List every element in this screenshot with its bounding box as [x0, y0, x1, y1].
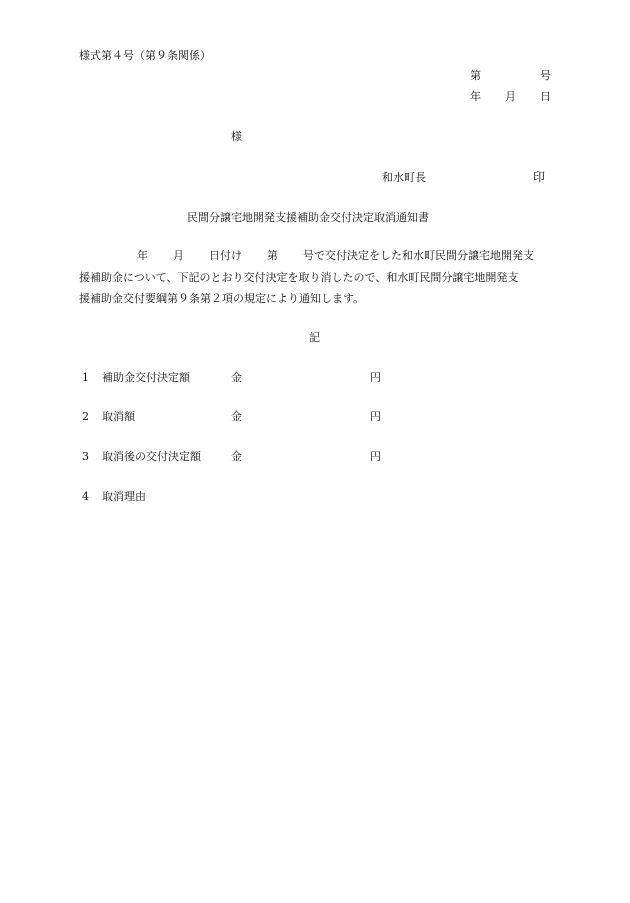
form-label: 様式第４号（第９条関係）: [79, 49, 211, 62]
item-number: 3: [82, 450, 89, 463]
body-line1-rest: 号で交付決定をした和水町民間分譲宅地開発支: [303, 249, 534, 262]
number-suffix: 号: [540, 69, 551, 82]
item-number: 4: [82, 490, 89, 503]
number-prefix: 第: [470, 69, 481, 82]
item-yen: 円: [370, 450, 381, 463]
item-kin: 金: [231, 450, 242, 463]
ki-heading: 記: [309, 331, 320, 344]
addressee-honorific: 様: [231, 130, 242, 143]
item-kin: 金: [231, 371, 242, 384]
date-month: 月: [505, 90, 516, 103]
item-number: 1: [82, 371, 89, 384]
seal-mark: 印: [533, 170, 546, 184]
item-label: 取消後の交付決定額: [102, 450, 201, 463]
item-number: 2: [82, 410, 89, 423]
document-title: 民間分譲宅地開発支援補助金交付決定取消通知書: [187, 211, 429, 224]
date-day: 日: [540, 90, 551, 103]
body-no: 第: [267, 249, 278, 262]
body-month: 月: [173, 249, 184, 262]
sender-name: 和水町長: [382, 171, 426, 184]
item-kin: 金: [231, 410, 242, 423]
item-label: 補助金交付決定額: [102, 371, 190, 384]
body-line3: 援補助金交付要綱第９条第２項の規定により通知します。: [79, 292, 365, 305]
body-day-dated: 日付け: [209, 249, 242, 262]
item-yen: 円: [370, 410, 381, 423]
body-year: 年: [137, 249, 148, 262]
date-year: 年: [470, 90, 481, 103]
item-yen: 円: [370, 371, 381, 384]
body-line2: 援補助金について、下記のとおり交付決定を取り消したので、和水町民間分譲宅地開発支: [79, 271, 519, 284]
item-label: 取消理由: [102, 490, 146, 503]
item-label: 取消額: [102, 410, 135, 423]
